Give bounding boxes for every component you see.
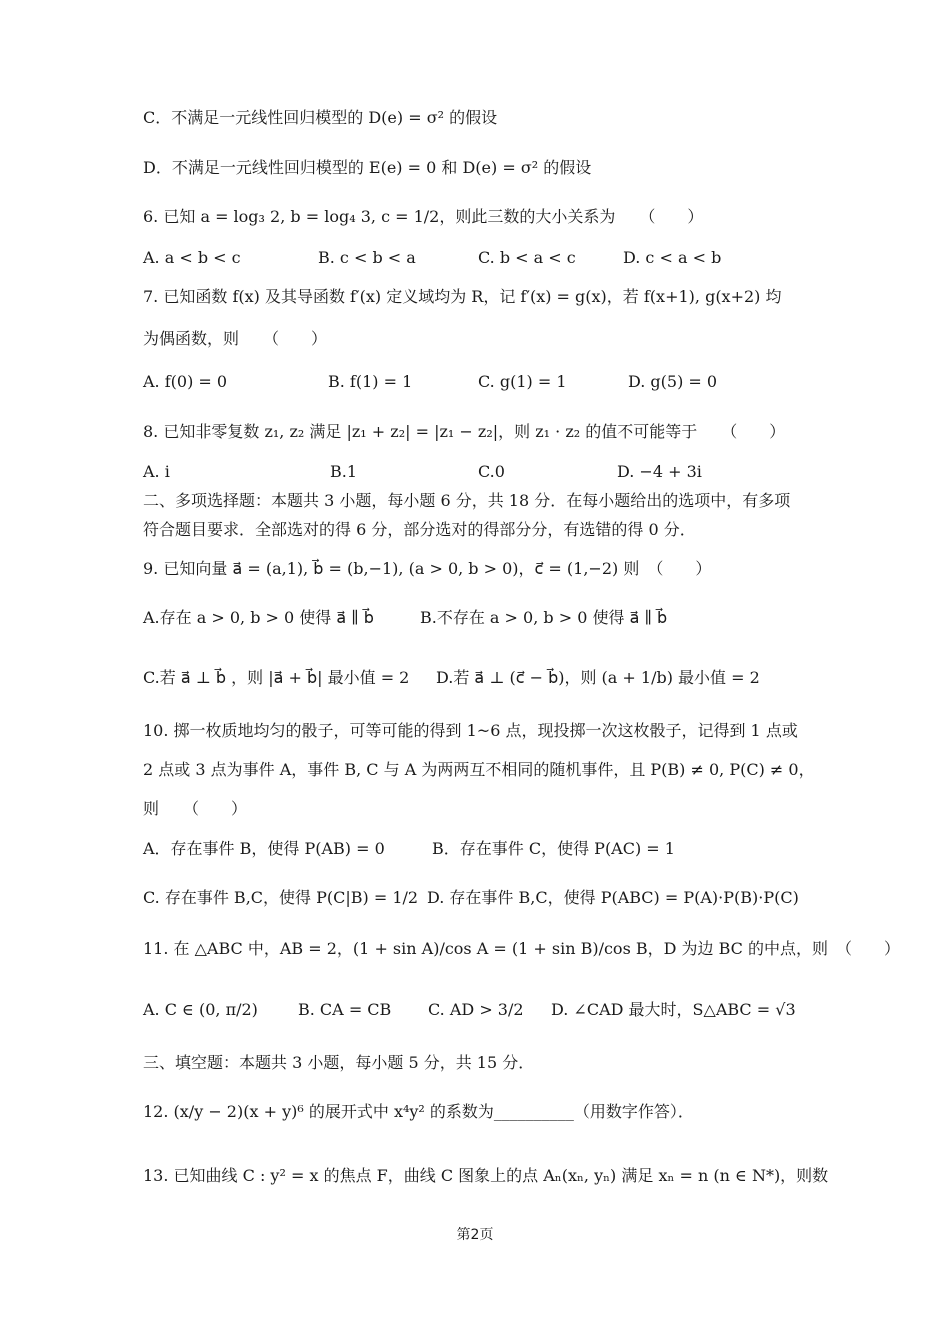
q8-option-a: A. i bbox=[143, 462, 170, 481]
question-7-line2: 为偶函数，则 （ ） bbox=[143, 329, 328, 348]
q11-option-a: A. C ∈ (0, π/2) bbox=[143, 1000, 258, 1019]
question-13: 13. 已知曲线 C : y² = x 的焦点 F，曲线 C 图象上的点 Aₙ(xₙ, yₙ) 满足 xₙ = n (n ∈ N*)，则数 bbox=[143, 1166, 829, 1185]
q10-option-b: B．存在事件 C，使得 P(AC) = 1 bbox=[432, 839, 675, 858]
q7-option-b: B. f(1) = 1 bbox=[328, 372, 413, 391]
question-7-line1: 7. 已知函数 f(x) 及其导函数 f′(x) 定义域均为 R，记 f′(x) = g(x)，若 f(x+1), g(x+2) 均 bbox=[143, 287, 782, 306]
question-6: 6. 已知 a = log₃ 2, b = log₄ 3, c = 1/2，则此三数的大小关系为 （ ） bbox=[143, 207, 704, 226]
q6-option-b: B. c < b < a bbox=[318, 248, 416, 267]
question-12: 12. (x/y − 2)(x + y)⁶ 的展开式中 x⁴y² 的系数为__________（用数字作答）． bbox=[143, 1102, 694, 1121]
page-number: 第2页 bbox=[456, 1227, 494, 1243]
q6-option-c: C. b < a < c bbox=[478, 248, 576, 267]
q11-option-c: C. AD > 3/2 bbox=[428, 1000, 524, 1019]
q7-option-d: D. g(5) = 0 bbox=[628, 372, 718, 391]
q8-option-d: D. −4 + 3i bbox=[617, 462, 702, 481]
question-10-line1: 10. 掷一枚质地均匀的骰子，可等可能的得到 1~6 点，现投掷一次这枚骰子，记得到 1 点或 bbox=[143, 721, 798, 740]
q6-option-d: D. c < a < b bbox=[623, 248, 722, 267]
section-2-heading-line1: 二、多项选择题：本题共 3 小题，每小题 6 分，共 18 分．在每小题给出的选项中，有多项 bbox=[143, 491, 791, 510]
q10-option-a: A．存在事件 B，使得 P(AB) = 0 bbox=[143, 839, 385, 858]
q10-option-d: D. 存在事件 B,C，使得 P(ABC) = P(A)·P(B)·P(C) bbox=[427, 888, 799, 907]
question-11: 11. 在 △ABC 中，AB = 2，(1 + sin A)/cos A = (1 + sin B)/cos B，D 为边 BC 的中点，则 （ ） bbox=[143, 939, 901, 958]
q9-option-a: A.存在 a > 0, b > 0 使得 a⃗ ∥ b⃗ bbox=[143, 608, 374, 627]
question-10-line2: 2 点或 3 点为事件 A，事件 B, C 与 A 为两两互不相同的随机事件，且 P(B) ≠ 0, P(C) ≠ 0， bbox=[143, 760, 815, 779]
question-10-line3: 则 （ ） bbox=[143, 799, 248, 818]
q5-option-d: D．不满足一元线性回归模型的 E(e) = 0 和 D(e) = σ² 的假设 bbox=[143, 158, 592, 177]
q10-option-c: C. 存在事件 B,C，使得 P(C|B) = 1/2 bbox=[143, 888, 419, 907]
section-2-heading-line2: 符合题目要求．全部选对的得 6 分，部分选对的得部分分，有选错的得 0 分． bbox=[143, 520, 696, 539]
q9-option-c: C.若 a⃗ ⊥ b⃗ ，则 |a⃗ + b⃗| 最小值 = 2 bbox=[143, 668, 410, 687]
q11-option-b: B. CA = CB bbox=[298, 1000, 392, 1019]
q6-option-a: A. a < b < c bbox=[143, 248, 241, 267]
q8-option-b: B.1 bbox=[330, 462, 358, 481]
section-3-heading: 三、填空题：本题共 3 小题，每小题 5 分，共 15 分． bbox=[143, 1053, 535, 1072]
q11-option-d: D. ∠CAD 最大时，S△ABC = √3 bbox=[551, 1000, 796, 1019]
q7-option-a: A. f(0) = 0 bbox=[143, 372, 228, 391]
question-9: 9. 已知向量 a⃗ = (a,1), b⃗ = (b,−1), (a > 0, b > 0)，c⃗ = (1,−2) 则 （ ） bbox=[143, 559, 712, 578]
q7-option-c: C. g(1) = 1 bbox=[478, 372, 567, 391]
q9-option-d: D.若 a⃗ ⊥ (c⃗ − b⃗)，则 (a + 1/b) 最小值 = 2 bbox=[436, 668, 760, 687]
question-8: 8. 已知非零复数 z₁, z₂ 满足 |z₁ + z₂| = |z₁ − z₂|，则 z₁ · z₂ 的值不可能等于 （ ） bbox=[143, 422, 786, 441]
q9-option-b: B.不存在 a > 0, b > 0 使得 a⃗ ∥ b⃗ bbox=[420, 608, 668, 627]
q5-option-c: C．不满足一元线性回归模型的 D(e) = σ² 的假设 bbox=[143, 108, 498, 127]
q8-option-c: C.0 bbox=[478, 462, 505, 481]
